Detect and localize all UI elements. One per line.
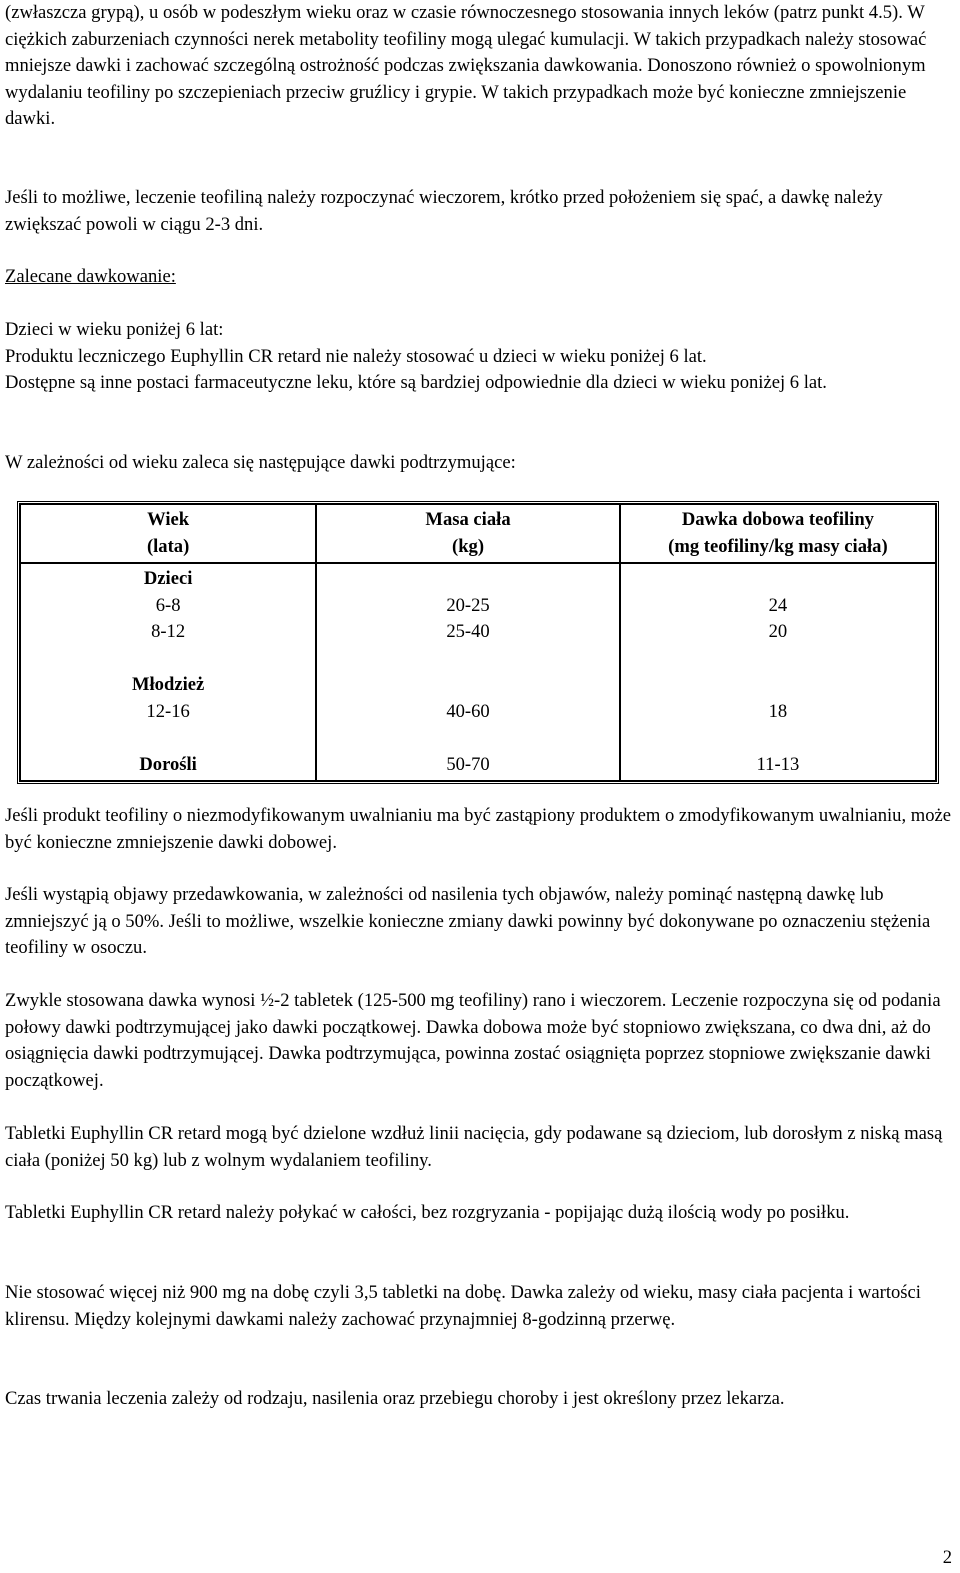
- header-dose-line1: Dawka dobowa teofiliny: [681, 509, 874, 530]
- page-number: 2: [942, 1547, 952, 1568]
- header-age: [20, 504, 316, 563]
- paragraph-max-dose: Nie stosować więcej niż 900 mg na dobę czyli 3,5 tabletki na dobę. Dawka zależy od wieku, masy ciała pacjenta i wartości klirensu. Między kolejnymi dawkami należy zachować przynajmniej 8-godzinną przerwę.: [5, 1282, 921, 1330]
- age-column: [20, 563, 316, 781]
- paragraph-evening-dosing: Jeśli to możliwe, leczenie teofiliną należy rozpoczynać wieczorem, krótko przed położeniem się spać, a dawkę należy zwiększać powoli w ciągu 2-3 dni.: [5, 187, 883, 235]
- mass-column: [316, 563, 620, 781]
- header-dose-line2: (mg teofiliny/kg masy ciała): [668, 535, 888, 557]
- dose-r2: 20: [768, 621, 788, 642]
- table-header-row: [20, 504, 936, 563]
- table-body-row: [20, 563, 936, 781]
- paragraph-tablet-swallowing: Tabletki Euphyllin CR retard należy połykać w całości, bez rozgryzania - popijając dużą ilością wody po posiłku.: [5, 1202, 850, 1223]
- header-age-line1: Wiek: [147, 509, 190, 530]
- children-under-6-restriction: Produktu leczniczego Euphyllin CR retard nie należy stosować u dzieci w wieku poniżej 6 lat.: [5, 345, 707, 367]
- group-children: Dzieci: [143, 568, 193, 589]
- mass-r3: 40-60: [446, 700, 490, 722]
- dosage-table: [17, 501, 939, 784]
- age-r1: 6-8: [155, 594, 181, 616]
- dose-column: [620, 563, 936, 781]
- mass-r4: 50-70: [446, 753, 490, 775]
- group-adults: Dorośli: [139, 753, 197, 775]
- children-under-6-alternative: Dostępne są inne postaci farmaceutyczne leku, które są bardziej odpowiednie dla dzieci w wieku poniżej 6 lat.: [5, 372, 827, 393]
- dose-r3: 18: [768, 700, 788, 722]
- age-r2: 8-12: [151, 621, 186, 642]
- children-under-6-section: [5, 317, 953, 397]
- dose-r4: 11-13: [756, 753, 800, 775]
- header-age-line2: (lata): [146, 535, 190, 557]
- paragraph-release-switch: Jeśli produkt teofiliny o niezmodyfikowanym uwalnianiu ma być zastąpiony produktem o zmodyfikowanym uwalnianiu, może być konieczne zmniejszenie dawki dobowej.: [5, 805, 952, 853]
- dosage-heading: Zalecane dawkowanie:: [5, 266, 176, 287]
- header-mass-line1: Masa ciała: [425, 509, 511, 530]
- paragraph-overdose: Jeśli wystąpią objawy przedawkowania, w zależności od nasilenia tych objawów, należy pominąć następną dawkę lub zmniejszyć ją o 50%. Jeśli to możliwe, wszelkie konieczne zmiany dawki powinny być dokonywane po oznaczeniu stężenia teofiliny w osoczu.: [5, 884, 931, 958]
- children-under-6-label: Dzieci w wieku poniżej 6 lat:: [5, 319, 224, 340]
- header-mass: [316, 504, 620, 563]
- paragraph-treatment-duration: Czas trwania leczenia zależy od rodzaju, nasilenia oraz przebiegu choroby i jest określony przez lekarza.: [5, 1388, 785, 1409]
- header-dose: [620, 504, 936, 563]
- group-youth: Młodzież: [131, 674, 205, 695]
- paragraph-renal-caution: (zwłaszcza grypą), u osób w podeszłym wieku oraz w czasie równoczesnego stosowania innych leków (patrz punkt 4.5). W ciężkich zaburzeniach czynności nerek metabolity teofiliny mogą ulegać kumulacji. W takich przypadkach należy stosować mniejsze dawki i zachować szczególną ostrożność podczas zwiększania dawkowania. Donoszono również o spowolnionym wydalaniu teofiliny po szczepieniach przeciw gruźlicy i grypie. W takich przypadkach może być konieczne zmniejszenie dawki.: [5, 2, 927, 129]
- dose-r1: 24: [768, 594, 788, 616]
- age-r3: 12-16: [146, 700, 190, 722]
- mass-r2: 25-40: [446, 621, 490, 642]
- paragraph-tablet-division: Tabletki Euphyllin CR retard mogą być dzielone wzdłuż linii nacięcia, gdy podawane są dzieciom, lub dorosłym z niską masą ciała (poniżej 50 kg) lub z wolnym wydalaniem teofiliny.: [5, 1123, 943, 1171]
- paragraph-usual-dose: Zwykle stosowana dawka wynosi ½-2 tabletek (125-500 mg teofiliny) rano i wieczorem. Leczenie rozpoczyna się od podania połowy dawki podtrzymującej jako dawki początkowej. Dawka dobowa może być stopniowo zwiększana, co dwa dni, aż do osiągnięcia dawki podtrzymującej. Dawka podtrzymująca, powinna zostać osiągnięta poprzez stopniowe zwiększanie dawki początkowej.: [5, 990, 941, 1091]
- maintenance-doses-intro: W zależności od wieku zaleca się następujące dawki podtrzymujące:: [5, 452, 516, 473]
- header-mass-line2: (kg): [452, 535, 485, 557]
- mass-r1: 20-25: [446, 594, 490, 616]
